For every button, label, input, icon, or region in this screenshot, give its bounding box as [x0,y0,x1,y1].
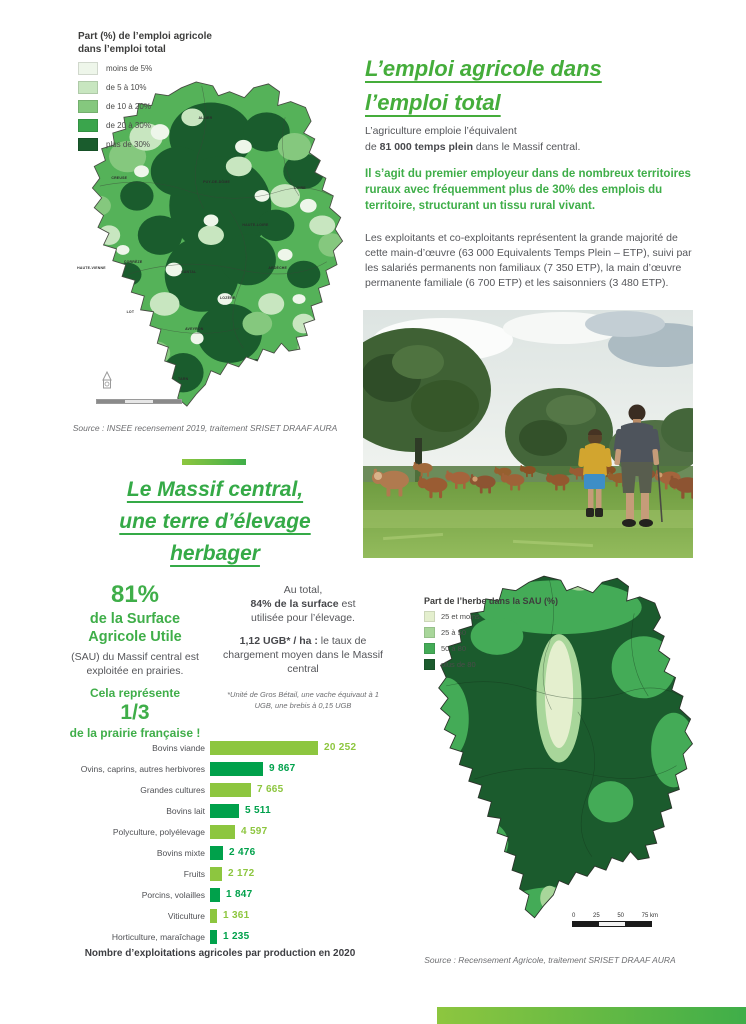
department-label: LOZÈRE [219,296,236,301]
scale-label-75: 75 km [641,913,658,919]
legend-items [78,62,258,151]
chart-category-label: Bovins mixte [156,847,205,858]
department-label: LOT [126,309,135,314]
grass-map-scale-bar [572,913,672,927]
department-label: HAUTE-LOIRE [242,222,269,227]
chart-bar [210,930,217,944]
scale-bar-icon [572,921,652,927]
chart-row [55,926,395,947]
legend-item [78,62,258,75]
legend-item [78,81,258,94]
chart-bar [210,825,235,839]
chart-row [55,821,395,842]
department-label: LOIRE [294,186,306,191]
chart-row [55,842,395,863]
surface-line2-bold: 84% de la surface [250,598,339,611]
sau-label-line1: de la Surface [89,611,181,627]
legend-item [424,659,594,670]
legend-item [424,611,594,622]
sau-label [52,610,218,646]
department-label: PUY-DE-DÔME [203,179,230,184]
surface-line2-rest: est [338,598,356,611]
department-label: CANTAL [181,269,197,274]
chart-caption: Nombre d’exploitations agricoles par production en 2020 [84,948,356,959]
legend-title-line1: Part (%) de l’emploi agricole [78,31,212,42]
chart-category-label: Grandes cultures [140,784,205,795]
legend-swatch [424,659,435,670]
legend-title-line2: dans l’emploi total [78,44,166,55]
scale-label-50: 50 [617,913,624,919]
legend-label: 50 à 80 [441,644,467,653]
prairie-label: de la prairie française ! [69,725,201,740]
department-label: TARN [178,376,189,381]
chart-value-label: 1 361 [223,910,250,921]
chart-value-label: 2 172 [228,868,255,879]
ugb-footnote: *Unité de Gros Bétail, une vache équivaut à 1 UGB, une brebis à 0,15 UGB [227,690,379,710]
chart-bar [210,804,239,818]
key-figures [52,583,388,740]
grass-legend-items [424,611,594,670]
chart-category-label: Viticulture [167,910,205,921]
chart-category-label: Porcins, volailles [141,889,205,900]
scale-bar-icon [96,399,182,404]
chart-row [55,905,395,926]
chart-category-label: Bovins viande [152,742,205,753]
chart-category-label: Bovins lait [166,805,205,816]
legend-swatch [424,643,435,654]
section-title-line3: herbager [170,541,260,565]
chart-bar [210,741,318,755]
chart-category-label: Polyculture, polyélevage [112,826,205,837]
chart-bar [210,909,217,923]
compass-icon [100,371,114,391]
sau-percent: 81% [110,581,160,608]
surface-text [218,583,388,626]
pasture-photo [363,310,693,558]
legend-swatch [78,138,98,151]
chart-value-label: 4 597 [241,826,268,837]
legend-swatch [78,62,98,75]
legend-item [424,627,594,638]
grass-map-source: Source : Recensement Agricole, traitement SRISET DRAAF AURA [424,955,676,965]
chart-value-label: 1 235 [223,931,250,942]
intro-line2a: de [365,140,380,153]
pasture-photo-illustration [363,310,693,558]
chart-row [55,863,395,884]
chart-row [55,800,395,821]
legend-label: de 10 à 20% [106,102,151,111]
surface-line1: Au total, [283,584,323,596]
chart-category-label: Fruits [183,868,205,879]
legend-label: de 20 à 30% [106,121,151,130]
legend-swatch [78,81,98,94]
sau-body: (SAU) du Massif central est exploitée en prairies. [71,651,199,677]
department-label: AVEYRON [185,326,204,331]
chart-bar [210,846,223,860]
employment-map-legend [78,30,258,151]
legend-title [78,30,258,56]
chart-value-label: 7 665 [257,784,284,795]
chart-value-label: 1 847 [226,889,253,900]
chart-row [55,737,395,758]
grass-map-legend [424,596,594,670]
prairie-fraction: 1/3 [120,700,150,724]
cela-represente: Cela représente [89,685,181,700]
page-title-line2: l’emploi total [365,90,501,116]
legend-item [424,643,594,654]
chart-category-label: Horticulture, maraîchage [111,931,205,942]
chart-value-label: 9 867 [269,763,296,774]
department-label: ARDÈCHE [268,266,288,271]
highlight-paragraph: Il s’agit du premier employeur dans de nombreux territoires ruraux avec fréquemment plus de 30% des emplois du territoire, structurant un tissu rural vivant. [365,168,691,212]
intro-line1: L’agriculture emploie l’équivalent [365,125,517,137]
legend-label: plus de 80 [441,660,476,669]
department-label: CREUSE [111,176,128,181]
legend-label: de 5 à 10% [106,83,147,92]
section-title-line2: une terre d’élevage [119,509,311,533]
page-title-line1: L’emploi agricole dans [365,56,602,81]
legend-swatch [78,100,98,113]
department-label: CORRÈZE [123,259,143,264]
page-title [365,52,602,120]
chart-category-label: Ovins, caprins, autres herbivores [80,763,205,774]
surface-stat-block [218,583,388,740]
livestock-section-title [40,474,390,570]
department-label: HAUTE-VIENNE [77,266,106,271]
chart-bar [210,867,222,881]
legend-item [78,119,258,132]
scale-label-25: 25 [592,913,600,919]
employment-map-source: Source : INSEE recensement 2019, traitement SRISET DRAAF AURA [72,423,338,433]
surface-line3: utilisée pour l’élevage. [251,612,355,625]
chart-row [55,758,395,779]
footer-accent-bar [437,1007,746,1024]
bar-chart-rows [55,737,395,947]
ugb-rest: le taux de chargement moyen dans le Massif central [223,634,383,675]
sau-stat-block [52,583,218,740]
intro-line2-bold: 81 000 temps plein [379,140,473,153]
ugb-text [218,634,388,677]
detail-paragraph: Les exploitants et co-exploitants représentent la grande majorité de cette main-d’œuvre (63 000 Equivalents Temps Plein – ETP), suivi par les salariés permanents non familiaux (7 350 ETP), la main d’œuvre permanente familiale (6 700 ETP) et les saisonniers (3 480 ETP). [365,232,692,289]
sau-label-line2: Agricole Utile [88,629,182,646]
section-title-line1: Le Massif central, [126,478,304,501]
legend-swatch [424,627,435,638]
legend-swatch [424,611,435,622]
department-label: ALLIER [198,116,213,121]
scale-label-0: 0 [572,913,576,919]
chart-bar [210,762,263,776]
intro-paragraph [365,124,695,156]
chart-row [55,779,395,800]
legend-item [78,100,258,113]
chart-bar [210,888,220,902]
section-divider [182,459,246,465]
legend-swatch [78,119,98,132]
legend-label: 25 et moins [441,612,480,621]
chart-row [55,884,395,905]
grass-legend-title: Part de l’herbe dans la SAU (%) [424,596,559,606]
legend-label: moins de 5% [106,64,153,73]
ugb-bold: 1,12 UGB* / ha : [239,634,318,647]
chart-bar [210,783,251,797]
legend-label: 25 à 50 [441,628,467,637]
chart-value-label: 20 252 [324,742,357,753]
chart-value-label: 5 511 [245,805,271,816]
productions-bar-chart [55,737,395,947]
legend-label: plus de 30% [106,140,151,149]
intro-line2c: dans le Massif central. [473,140,581,153]
chart-value-label: 2 476 [229,847,256,858]
legend-item [78,138,258,151]
scale-labels [572,913,658,919]
